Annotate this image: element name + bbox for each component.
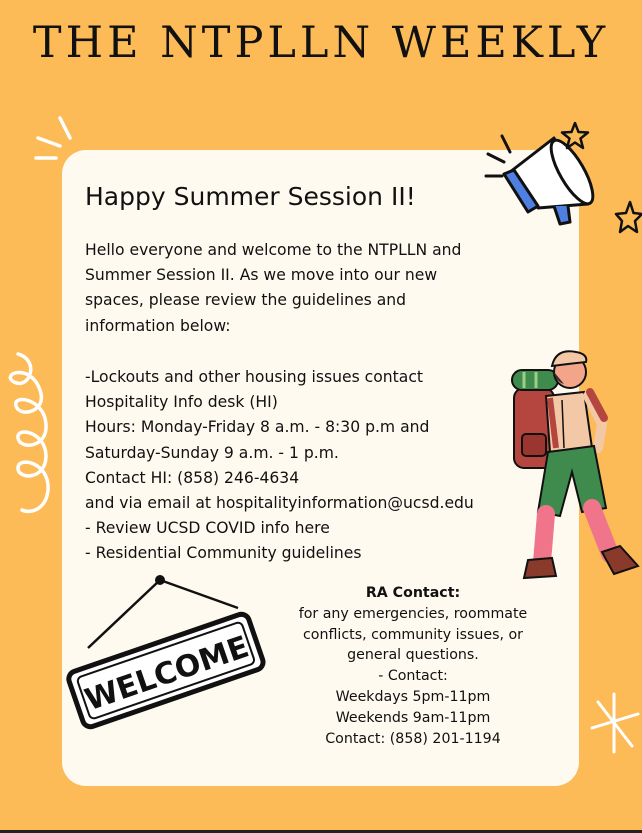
intro-line: Hello everyone and welcome to the NTPLLN and — [85, 241, 462, 259]
welcome-sign — [58, 572, 270, 732]
hiker-illustration — [506, 348, 642, 584]
intro-paragraph — [85, 238, 525, 339]
housing-details — [85, 365, 545, 567]
weekday-hours: Hours: Monday-Friday 8 a.m. - 8:30 p.m and — [85, 418, 430, 437]
hi-email: and via email at hospitalityinformation@ucsd.edu — [85, 494, 474, 513]
community-guidelines-link[interactable]: - Residential Community guidelines — [85, 544, 362, 563]
card-heading: Happy Summer Session II! — [85, 182, 416, 211]
ra-contact-line: - Contact: — [378, 668, 448, 685]
ra-contact-line: for any emergencies, roommate — [298, 605, 528, 622]
newsletter-title: THE NTPLLN WEEKLY — [32, 18, 610, 68]
ra-contact-block — [283, 583, 543, 749]
ra-contact-title: RA Contact: — [365, 585, 461, 601]
star-icon — [614, 200, 642, 240]
swirl-decoration — [0, 350, 70, 520]
hospitality-desk: Hospitality Info desk (HI) — [85, 393, 278, 412]
ra-weekend-hours: Weekends 9am-11pm — [335, 709, 491, 726]
weekend-hours: Saturday-Sunday 9 a.m. - 1 p.m. — [85, 443, 339, 462]
ra-contact-line: general questions. — [347, 647, 479, 664]
intro-line: spaces, please review the guidelines and — [85, 291, 407, 310]
hi-phone: Contact HI: (858) 246-4634 — [85, 468, 300, 487]
ra-weekday-hours: Weekdays 5pm-11pm — [335, 688, 491, 705]
covid-info-link[interactable]: - Review UCSD COVID info here — [85, 519, 330, 538]
star-icon — [560, 121, 590, 153]
intro-line: Summer Session II. As we move into our new — [85, 266, 438, 285]
intro-line: information below: — [85, 316, 231, 335]
ra-contact-line: conflicts, community issues, or — [302, 626, 523, 643]
welcome-sign-text: WELCOME — [80, 629, 254, 719]
sparkle-icon — [588, 690, 642, 760]
lockout-info: -Lockouts and other housing issues contact — [85, 368, 424, 386]
ra-phone: Contact: (858) 201-1194 — [325, 730, 501, 747]
